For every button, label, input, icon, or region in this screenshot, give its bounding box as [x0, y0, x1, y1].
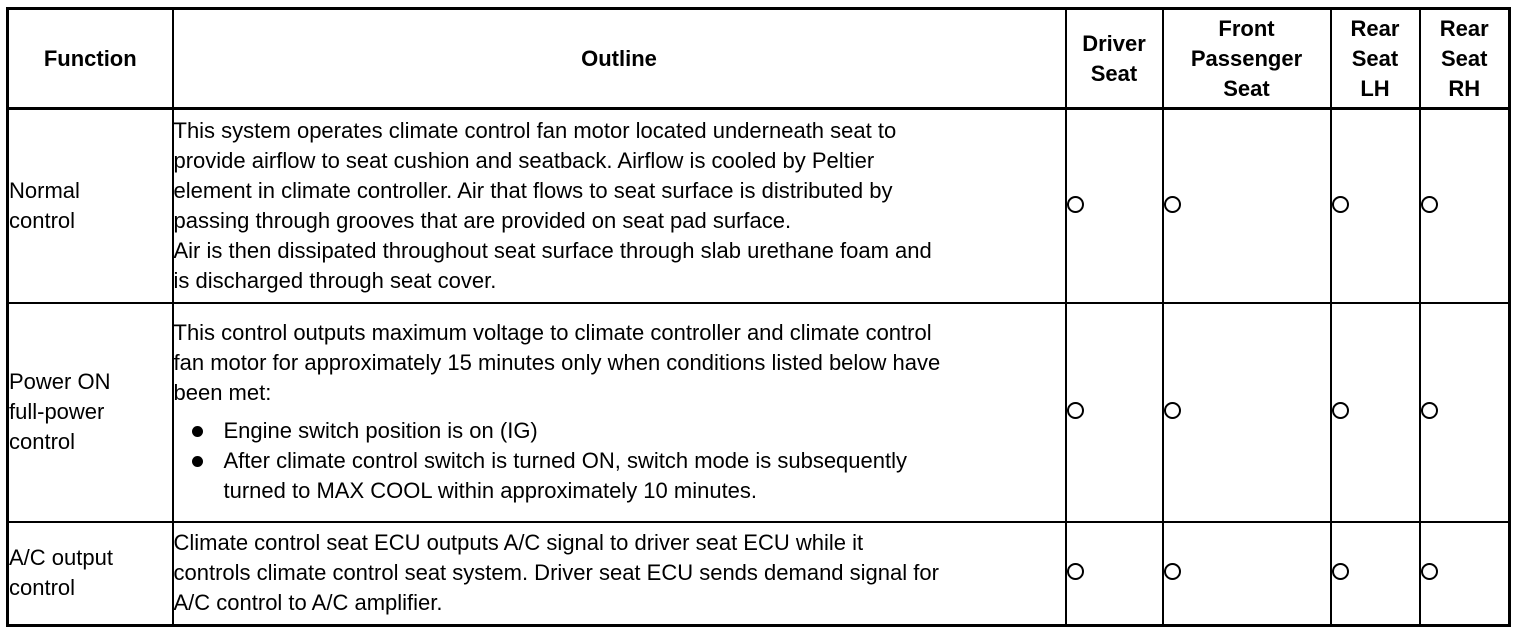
applicable-circle-icon — [1164, 402, 1181, 419]
header-line: Rear — [1350, 15, 1400, 41]
header-line: Passenger — [1190, 45, 1303, 71]
header-rear-seat-rh — [1420, 9, 1510, 109]
function-line: Normal — [9, 177, 80, 203]
header-line: Seat — [1090, 60, 1138, 86]
outline-line: passing through grooves that are provided on seat pad surface. — [173, 207, 792, 233]
outline-line: element in climate controller. Air that flows to seat surface is distributed by — [173, 177, 893, 203]
front-passenger-seat-cell — [1163, 303, 1331, 522]
applicable-circle-icon — [1332, 196, 1349, 213]
outline-cell — [173, 522, 1066, 626]
header-rear-seat-lh — [1331, 9, 1420, 109]
function-cell — [8, 522, 173, 626]
header-row — [8, 9, 1510, 109]
outline-line: This control outputs maximum voltage to climate controller and climate control — [173, 320, 932, 345]
front-passenger-seat-cell — [1163, 522, 1331, 626]
function-line: control — [9, 207, 76, 233]
table-row — [8, 109, 1510, 303]
rear-seat-lh-cell — [1331, 303, 1420, 522]
outline-cell — [173, 109, 1066, 303]
applicable-circle-icon — [1332, 402, 1349, 419]
bullet-icon — [192, 426, 203, 437]
applicable-circle-icon — [1332, 563, 1349, 580]
header-line: Seat — [1223, 75, 1270, 101]
condition-list — [174, 416, 1065, 506]
header-line: Seat — [1351, 45, 1399, 71]
function-line: full-power — [9, 399, 105, 424]
function-cell — [8, 109, 173, 303]
driver-seat-cell — [1066, 303, 1163, 522]
header-front-passenger-seat — [1163, 9, 1331, 109]
applicable-circle-icon — [1164, 563, 1181, 580]
outline-line: Climate control seat ECU outputs A/C signal to driver seat ECU while it — [173, 530, 864, 556]
header-function: Function — [8, 9, 173, 109]
table-row — [8, 522, 1510, 626]
header-line: Rear — [1439, 15, 1489, 41]
function-cell — [8, 303, 173, 522]
condition-line: turned to MAX COOL within approximately 10 minutes. — [223, 478, 758, 503]
header-driver-seat — [1066, 9, 1163, 109]
outline-cell — [173, 303, 1066, 522]
function-table — [6, 7, 1511, 627]
applicable-circle-icon — [1067, 563, 1084, 580]
applicable-circle-icon — [1067, 402, 1084, 419]
header-line: Driver — [1082, 30, 1146, 56]
outline-line: provide airflow to seat cushion and seatback. Airflow is cooled by Peltier — [173, 147, 875, 173]
condition-line: Engine switch position is on (IG) — [223, 418, 538, 443]
function-line: control — [9, 575, 76, 601]
outline-line: This system operates climate control fan motor located underneath seat to — [173, 117, 897, 143]
outline-line: controls climate control seat system. Driver seat ECU sends demand signal for — [173, 560, 939, 586]
applicable-circle-icon — [1421, 196, 1438, 213]
applicable-circle-icon — [1067, 196, 1084, 213]
applicable-circle-icon — [1164, 196, 1181, 213]
rear-seat-lh-cell — [1331, 109, 1420, 303]
rear-seat-lh-cell — [1331, 522, 1420, 626]
outline-line: is discharged through seat cover. — [173, 267, 497, 293]
header-line: Front — [1218, 15, 1275, 41]
header-line: RH — [1448, 75, 1481, 101]
rear-seat-rh-cell — [1420, 522, 1510, 626]
rear-seat-rh-cell — [1420, 109, 1510, 303]
outline-line: been met: — [173, 380, 272, 405]
header-outline: Outline — [173, 9, 1066, 109]
function-line: Power ON — [9, 369, 111, 394]
bullet-icon — [192, 456, 203, 467]
driver-seat-cell — [1066, 109, 1163, 303]
outline-line: fan motor for approximately 15 minutes only when conditions listed below have — [173, 350, 941, 375]
table-row — [8, 303, 1510, 522]
header-line: Seat — [1441, 45, 1488, 71]
front-passenger-seat-cell — [1163, 109, 1331, 303]
applicable-circle-icon — [1421, 402, 1438, 419]
function-line: A/C output — [9, 545, 113, 571]
condition-item — [174, 446, 1065, 506]
condition-item — [174, 416, 1065, 446]
rear-seat-rh-cell — [1420, 303, 1510, 522]
outline-line: Air is then dissipated throughout seat surface through slab urethane foam and — [173, 237, 932, 263]
outline-line: A/C control to A/C amplifier. — [173, 590, 443, 616]
header-line: LH — [1360, 75, 1390, 101]
function-line: control — [9, 429, 76, 454]
applicable-circle-icon — [1421, 563, 1438, 580]
driver-seat-cell — [1066, 522, 1163, 626]
condition-line: After climate control switch is turned ON, switch mode is subsequently — [223, 448, 907, 473]
